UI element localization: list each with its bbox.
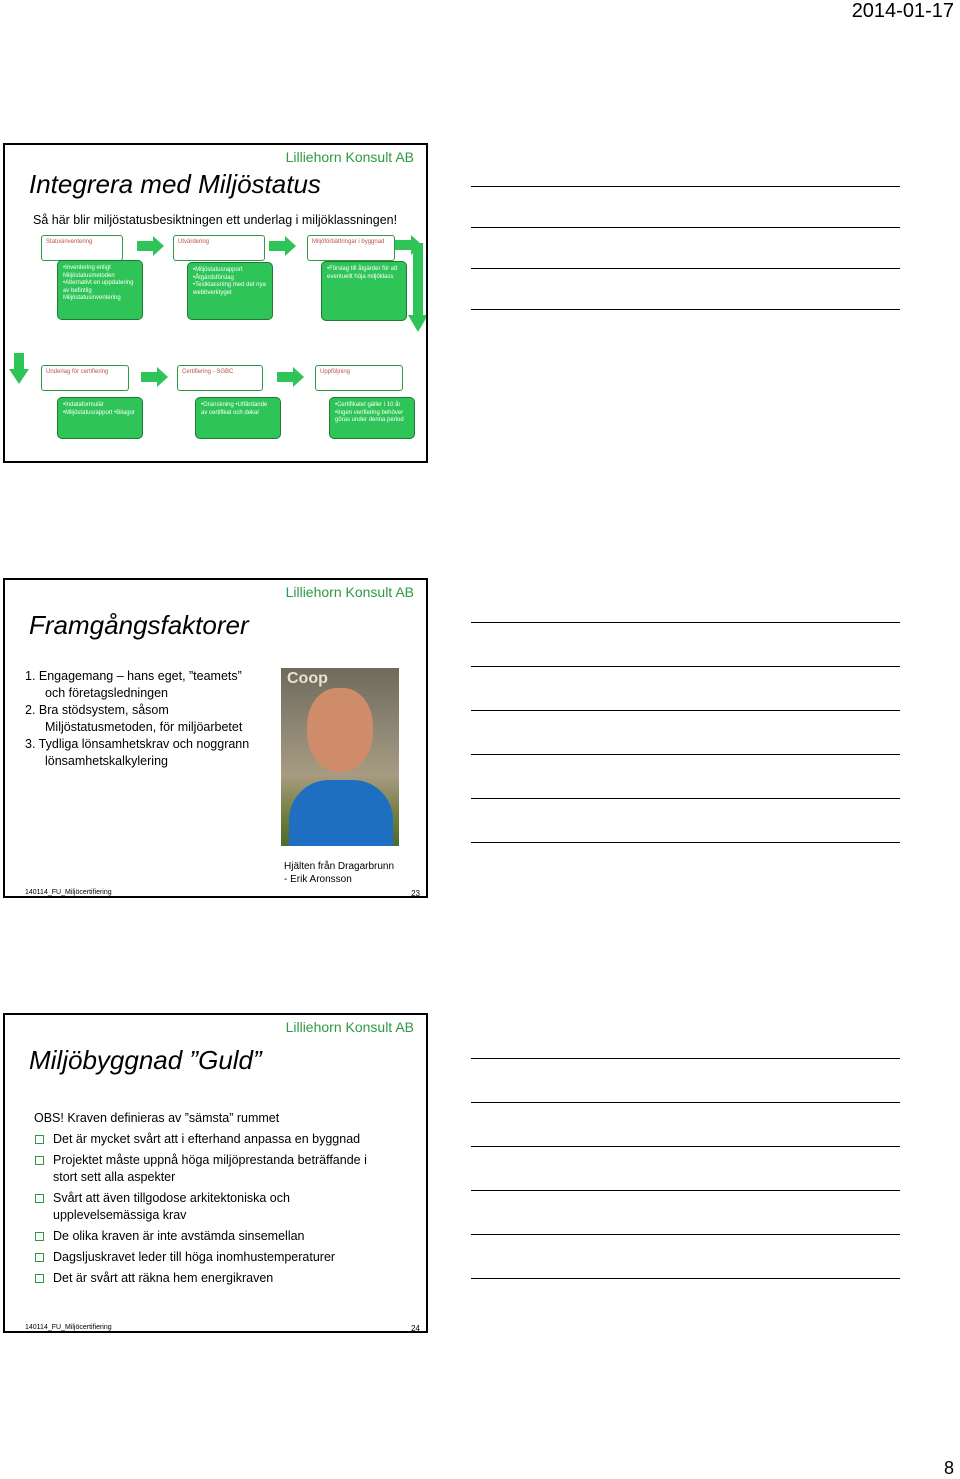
notes-lines — [471, 622, 900, 886]
arrow-right-icon — [141, 367, 169, 387]
caption-line: Hjälten från Dragarbrunn — [284, 861, 395, 872]
page-date: 2014-01-17 — [851, 0, 954, 22]
arrow-right-icon — [137, 236, 165, 256]
slide-framgangsfaktorer — [3, 578, 428, 898]
list-item: Dagsljuskravet leder till höga inomhustemperaturer — [29, 1249, 389, 1266]
step-label-uppfoljning: Uppföljning — [315, 365, 403, 391]
step-body-miljoforbattringar: •Förslag till åtgärder för att eventuellt höja miljöklass — [321, 261, 407, 321]
slide-footer: 140114_FU_Miljöcertifiering — [25, 889, 112, 896]
step-label-miljoforbattringar: Miljöförbättringar i byggnad — [307, 235, 395, 261]
success-factor-list — [25, 668, 255, 770]
requirement-list — [29, 1131, 389, 1287]
arrow-right-icon — [277, 367, 305, 387]
caption-line: - Erik Aronsson — [284, 874, 352, 885]
page-number: 8 — [943, 1458, 954, 1478]
notes-lines — [471, 186, 900, 350]
brand-name: Lilliehorn Konsult AB — [285, 149, 414, 165]
step-body-statusinventering: •Inventering enligt Miljöstatusmetoden •Alternativt en uppdatering av befintlig Miljöstatusinventering — [57, 260, 143, 320]
slide-footer: 140114_FU_Miljöcertifiering — [25, 1324, 112, 1331]
step-label-utvardering: Utvärdering — [173, 235, 265, 261]
slide-number: 23 — [411, 889, 420, 898]
list-item: 3. Tydliga lönsamhetskrav och noggrann lönsamhetskalkylering — [25, 737, 250, 768]
slide-intro: OBS! Kraven definieras av ”sämsta” rummet — [34, 1111, 280, 1125]
slide-subtitle: Så här blir miljöstatusbesiktningen ett underlag i miljöklassningen! — [33, 213, 398, 227]
list-item: Det är mycket svårt att i efterhand anpassa en byggnad — [29, 1131, 389, 1148]
photo-caption — [284, 860, 394, 886]
slide-title: Integrera med Miljöstatus — [29, 169, 321, 199]
slide-number: 24 — [411, 1324, 420, 1333]
step-body-uppfoljning: •Certifikatet gäller i 10 år •Ingen verifiering behöver göras under denna period — [329, 397, 415, 439]
list-item: Svårt att även tillgodose arkitektoniska och upplevelsemässiga krav — [29, 1190, 389, 1224]
slide-title: Framgångsfaktorer — [29, 610, 249, 640]
arrow-down-icon — [407, 243, 428, 333]
step-body-certifiering: •Granskning •Utfärdande av certifikat och dekal — [195, 397, 281, 439]
arrow-right-icon — [269, 236, 297, 256]
step-label-certifiering: Certifiering - SGBC — [177, 365, 263, 391]
photo-sign: Coop — [287, 670, 328, 687]
list-item: Projektet måste uppnå höga miljöprestanda beträffande i stort sett alla aspekter — [29, 1152, 389, 1186]
list-item: De olika kraven är inte avstämda sinsemellan — [29, 1228, 389, 1245]
list-item: 2. Bra stödsystem, såsom Miljöstatusmetoden, för miljöarbetet — [25, 703, 243, 734]
brand-name: Lilliehorn Konsult AB — [285, 584, 414, 600]
face-shape — [307, 688, 373, 772]
list-item: Det är svårt att räkna hem energikraven — [29, 1270, 389, 1287]
step-label-statusinventering: Statusinventering — [41, 235, 123, 261]
portrait-photo — [281, 668, 399, 846]
notes-lines — [471, 1058, 900, 1322]
step-body-underlag: •Indataformulär •Miljöstatusrapport •Bilagor — [57, 397, 143, 439]
slide-miljobyggnad-guld — [3, 1013, 428, 1333]
step-body-utvardering: •Miljöstatusrapport •Åtgärdsförslag •Testklassning med det nya webbverktyget — [187, 262, 273, 320]
step-label-underlag: Underlag för certifiering — [41, 365, 129, 391]
brand-name: Lilliehorn Konsult AB — [285, 1019, 414, 1035]
shirt-shape — [289, 780, 393, 846]
list-item: 1. Engagemang – hans eget, ”teamets” och företagsledningen — [25, 669, 242, 700]
arrow-down-icon — [8, 353, 30, 385]
slide-integrera — [3, 143, 428, 463]
slide-title: Miljöbyggnad ”Guld” — [29, 1045, 262, 1075]
